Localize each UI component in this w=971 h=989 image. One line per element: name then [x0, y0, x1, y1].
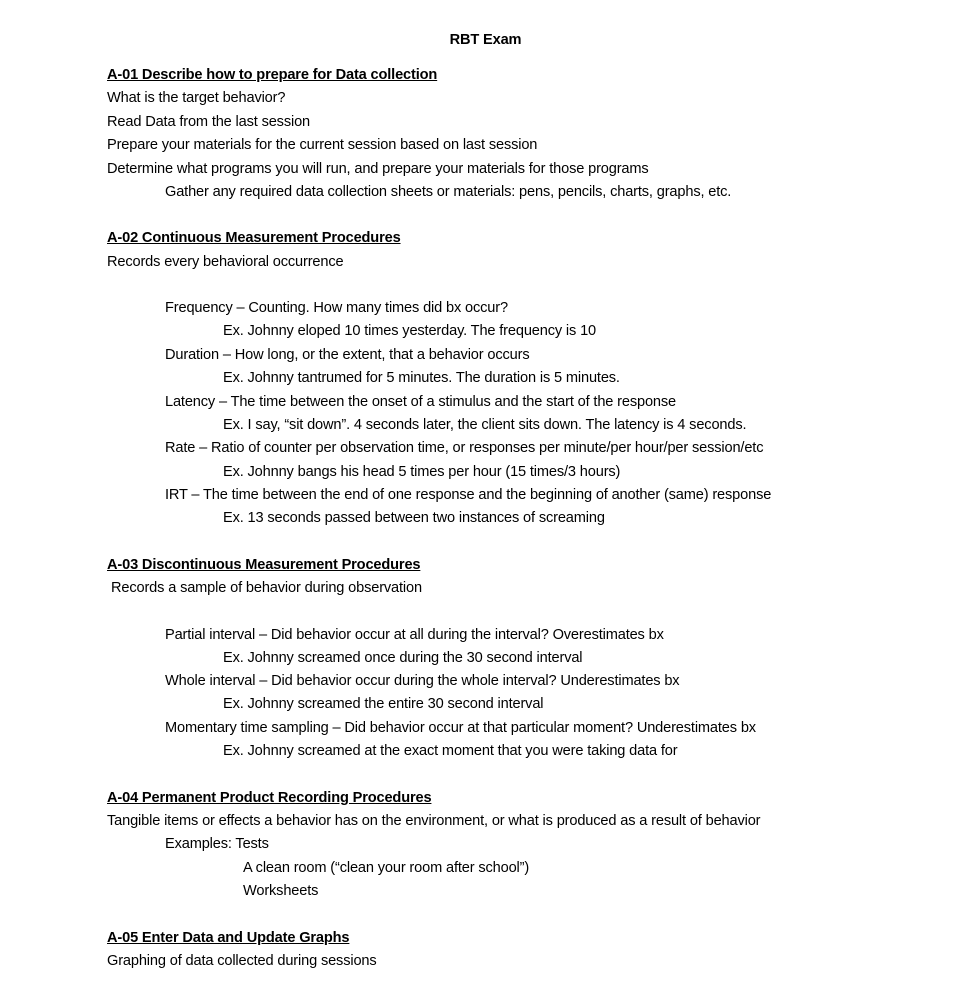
- section-description: Records every behavioral occurrence: [107, 254, 344, 270]
- item-term: Partial interval – Did behavior occur at all during the interval? Overestimates bx: [165, 627, 664, 643]
- section-description: Tangible items or effects a behavior has on the environment, or what is produced as a result of behavior: [107, 813, 761, 829]
- examples-label: Examples: Tests: [165, 836, 269, 852]
- text-subline: Gather any required data collection sheets or materials: pens, pencils, charts, graphs, etc.: [165, 184, 732, 200]
- item-term: Frequency – Counting. How many times did bx occur?: [165, 300, 508, 316]
- example-item: Worksheets: [243, 883, 319, 899]
- item-term: Duration – How long, or the extent, that a behavior occurs: [165, 347, 530, 363]
- text-line: Prepare your materials for the current session based on last session: [107, 137, 538, 153]
- text-line: What is the target behavior?: [107, 90, 286, 106]
- section-heading: A-02 Continuous Measurement Procedures: [107, 230, 401, 246]
- section-description: Records a sample of behavior during observation: [111, 580, 422, 596]
- section-heading: A-04 Permanent Product Recording Procedures: [107, 790, 432, 806]
- item-example: Ex. Johnny eloped 10 times yesterday. The frequency is 10: [223, 323, 596, 339]
- item-term: Latency – The time between the onset of a stimulus and the start of the response: [165, 394, 676, 410]
- section-heading: A-05 Enter Data and Update Graphs: [107, 930, 350, 946]
- item-example: Ex. Johnny screamed the entire 30 second interval: [223, 696, 544, 712]
- section-heading: A-03 Discontinuous Measurement Procedures: [107, 557, 421, 573]
- item-term: Whole interval – Did behavior occur during the whole interval? Underestimates bx: [165, 673, 680, 689]
- item-example: Ex. Johnny bangs his head 5 times per hour (15 times/3 hours): [223, 464, 621, 480]
- document-title: RBT Exam: [449, 32, 522, 48]
- item-term: Rate – Ratio of counter per observation time, or responses per minute/per hour/per session/etc: [165, 440, 764, 456]
- section-description: Graphing of data collected during sessions: [107, 953, 377, 969]
- item-example: Ex. I say, “sit down”. 4 seconds later, the client sits down. The latency is 4 seconds.: [223, 417, 747, 433]
- text-line: Determine what programs you will run, and prepare your materials for those programs: [107, 161, 649, 177]
- section-heading: A-01 Describe how to prepare for Data collection: [107, 67, 438, 83]
- text-line: Read Data from the last session: [107, 114, 311, 130]
- item-example: Ex. 13 seconds passed between two instances of screaming: [223, 510, 605, 526]
- item-example: Ex. Johnny screamed at the exact moment that you were taking data for: [223, 743, 678, 759]
- example-item: A clean room (“clean your room after school”): [243, 860, 530, 876]
- item-term: Momentary time sampling – Did behavior occur at that particular moment? Underestimates bx: [165, 720, 756, 736]
- item-example: Ex. Johnny screamed once during the 30 second interval: [223, 650, 583, 666]
- item-term: IRT – The time between the end of one response and the beginning of another (same) response: [165, 487, 772, 503]
- item-example: Ex. Johnny tantrumed for 5 minutes. The duration is 5 minutes.: [223, 370, 620, 386]
